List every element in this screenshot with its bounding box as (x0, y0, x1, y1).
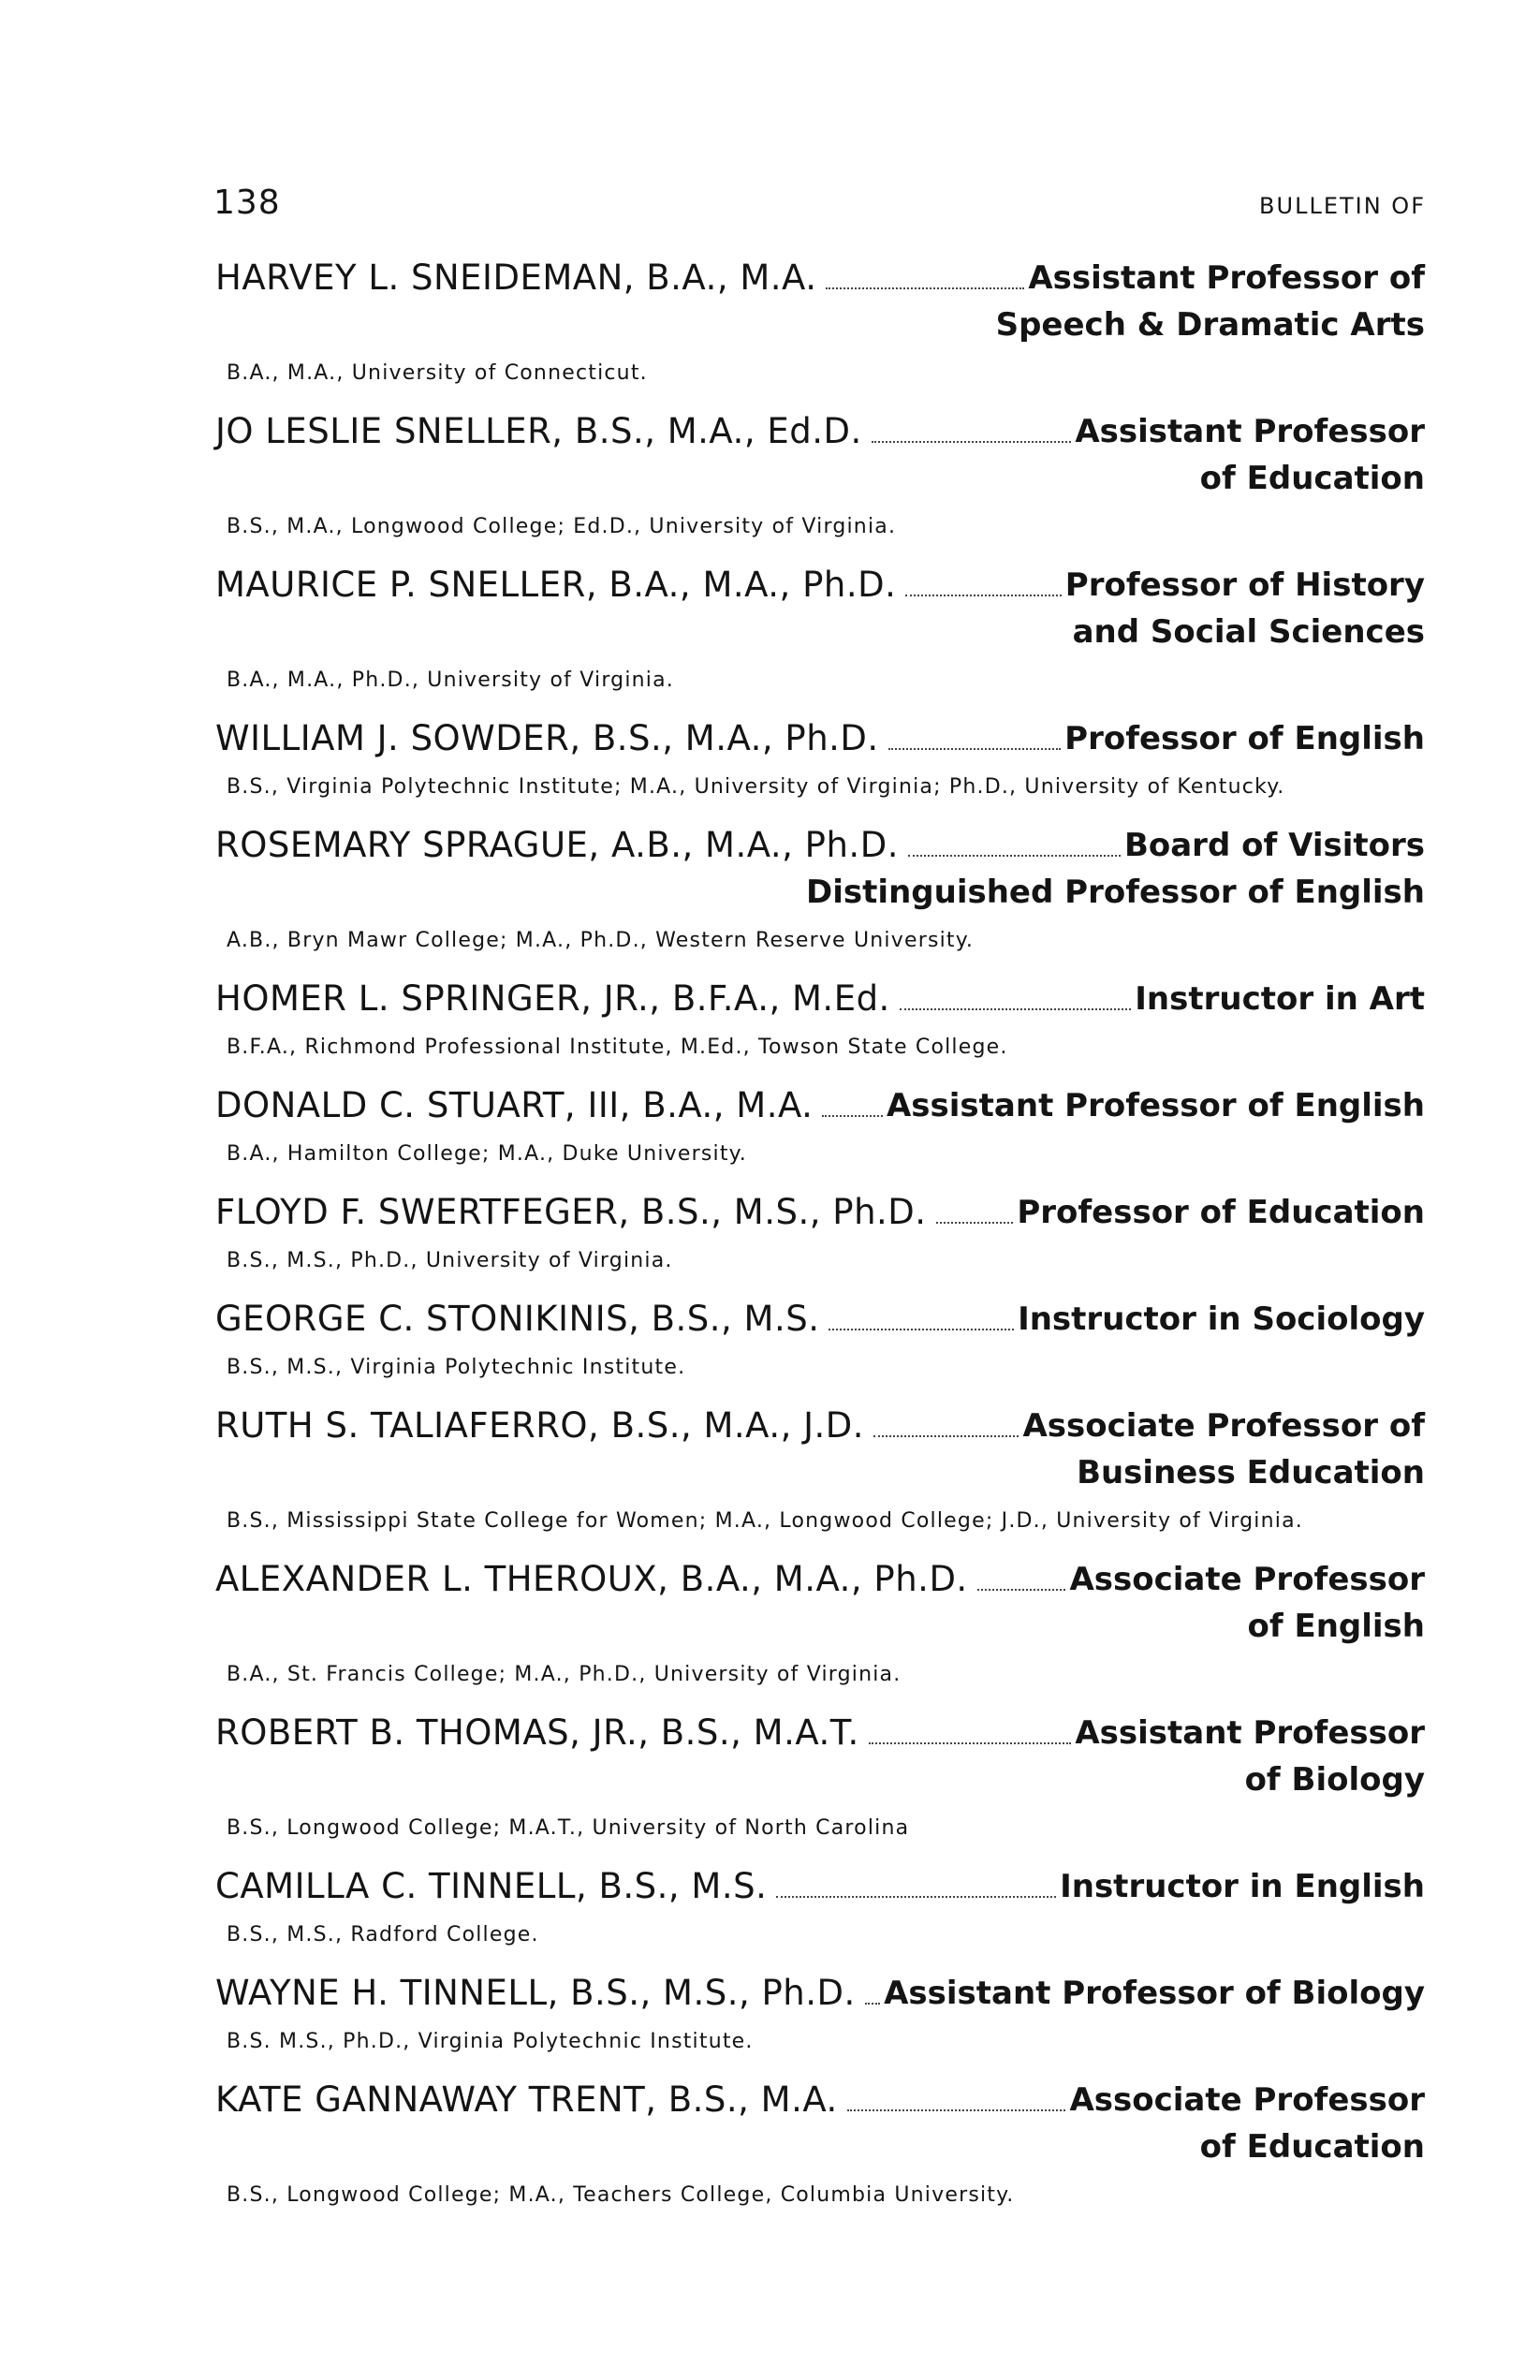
dot-leader (872, 441, 1072, 443)
dot-leader (826, 287, 1024, 289)
dot-leader (776, 1896, 1056, 1898)
faculty-entry (215, 715, 1425, 801)
faculty-entry (215, 1403, 1425, 1535)
faculty-name: CAMILLA C. TINNELL, B.S., M.S. (215, 1866, 768, 1906)
faculty-title-continued: and Social Sciences (1072, 613, 1425, 651)
faculty-title: Assistant Professor (1075, 1714, 1425, 1752)
faculty-title: Board of Visitors (1123, 827, 1425, 864)
faculty-entry (215, 1296, 1425, 1382)
dot-leader (822, 1115, 883, 1117)
faculty-list (215, 255, 1425, 2230)
faculty-title: Assistant Professor of English (886, 1087, 1425, 1124)
faculty-title-continued: of Education (1199, 2128, 1425, 2166)
faculty-degrees: B.F.A., Richmond Professional Institute, M.Ed., Towson State College. (227, 1036, 1008, 1059)
faculty-title: Assistant Professor of (1028, 259, 1425, 297)
faculty-degrees: B.A., M.A., University of Connecticut. (227, 361, 648, 385)
faculty-name: HOMER L. SPRINGER, JR., B.F.A., M.Ed. (215, 978, 890, 1019)
faculty-title-continued: of English (1247, 1608, 1425, 1645)
faculty-entry (215, 255, 1425, 388)
entry-heading-row (215, 1082, 1425, 1129)
faculty-title: Professor of History (1064, 566, 1425, 604)
entry-heading-row (215, 1863, 1425, 1910)
faculty-name: JO LESLIE SNELLER, B.S., M.A., Ed.D. (215, 411, 862, 451)
faculty-entry (215, 1710, 1425, 1843)
faculty-name: DONALD C. STUART, III, B.A., M.A. (215, 1085, 814, 1125)
faculty-title-continued: Distinguished Professor of English (806, 874, 1425, 911)
faculty-degrees: B.S., M.A., Longwood College; Ed.D., University of Virginia. (227, 515, 897, 538)
dot-leader (865, 2003, 880, 2005)
faculty-degrees: B.A., Hamilton College; M.A., Duke University. (227, 1142, 747, 1166)
entry-heading-row (215, 1556, 1425, 1603)
faculty-name: WAYNE H. TINNELL, B.S., M.S., Ph.D. (215, 1973, 856, 2013)
faculty-title: Professor of English (1064, 720, 1425, 757)
faculty-entry (215, 1556, 1425, 1689)
faculty-degrees: B.S., Longwood College; M.A., Teachers College, Columbia University. (227, 2183, 1015, 2207)
dot-leader (869, 1742, 1072, 1744)
entry-heading-row (215, 562, 1425, 609)
faculty-title-continued: Business Education (1077, 1454, 1425, 1491)
faculty-name: HARVEY L. SNEIDEMAN, B.A., M.A. (215, 257, 817, 298)
faculty-degrees: B.A., M.A., Ph.D., University of Virginia. (227, 668, 674, 692)
entry-heading-row (215, 255, 1425, 301)
faculty-entry (215, 822, 1425, 955)
faculty-degrees: A.B., Bryn Mawr College; M.A., Ph.D., Western Reserve University. (227, 929, 975, 952)
faculty-title: Assistant Professor of Biology (884, 1975, 1425, 2012)
faculty-degrees: B.S., M.S., Ph.D., University of Virginia. (227, 1249, 673, 1272)
dot-leader (905, 595, 1061, 596)
faculty-degrees: B.S., M.S., Virginia Polytechnic Institute. (227, 1356, 686, 1379)
faculty-entry (215, 976, 1425, 1062)
dot-leader (936, 1222, 1014, 1224)
dot-leader (908, 855, 1121, 857)
faculty-title: Professor of Education (1017, 1194, 1425, 1231)
faculty-degrees: B.S., Virginia Polytechnic Institute; M.A., University of Virginia; Ph.D., University of Kentucky. (227, 775, 1285, 799)
faculty-title-continued: of Education (1199, 460, 1425, 497)
dot-leader (888, 748, 1061, 750)
page-number: 138 (213, 184, 281, 222)
faculty-title: Associate Professor (1069, 1561, 1425, 1598)
faculty-title: Associate Professor of (1022, 1407, 1425, 1445)
entry-heading-row (215, 1970, 1425, 2017)
faculty-entry (215, 408, 1425, 541)
faculty-entry (215, 562, 1425, 695)
faculty-degrees: B.S., Mississippi State College for Women; M.A., Longwood College; J.D., University of Virginia. (227, 1509, 1303, 1533)
faculty-name: FLOYD F. SWERTFEGER, B.S., M.S., Ph.D. (215, 1192, 927, 1232)
dot-leader (900, 1008, 1131, 1010)
dot-leader (977, 1589, 1066, 1591)
entry-heading-row (215, 822, 1425, 869)
faculty-title-continued: of Biology (1244, 1761, 1425, 1799)
dot-leader (873, 1435, 1019, 1437)
faculty-degrees: B.S., M.S., Radford College. (227, 1923, 539, 1947)
entry-heading-row (215, 1403, 1425, 1449)
entry-heading-row (215, 715, 1425, 762)
entry-heading-row (215, 1189, 1425, 1236)
faculty-entry (215, 2077, 1425, 2210)
entry-heading-row (215, 2077, 1425, 2123)
faculty-title: Instructor in English (1060, 1868, 1425, 1905)
faculty-entry (215, 1189, 1425, 1275)
faculty-name: ALEXANDER L. THEROUX, B.A., M.A., Ph.D. (215, 1559, 968, 1599)
entry-heading-row (215, 1296, 1425, 1343)
faculty-degrees: B.S. M.S., Ph.D., Virginia Polytechnic Institute. (227, 2030, 754, 2053)
entry-heading-row (215, 1710, 1425, 1756)
entry-heading-row (215, 976, 1425, 1022)
faculty-degrees: B.S., Longwood College; M.A.T., University of North Carolina (227, 1816, 910, 1840)
faculty-name: WILLIAM J. SOWDER, B.S., M.A., Ph.D. (215, 718, 879, 758)
faculty-title: Instructor in Sociology (1018, 1300, 1425, 1338)
faculty-name: RUTH S. TALIAFERRO, B.S., M.A., J.D. (215, 1405, 865, 1446)
entry-heading-row (215, 408, 1425, 455)
faculty-entry (215, 1970, 1425, 2056)
dot-leader (847, 2109, 1066, 2111)
faculty-title-continued: Speech & Dramatic Arts (995, 306, 1425, 344)
faculty-entry (215, 1863, 1425, 1949)
faculty-name: ROSEMARY SPRAGUE, A.B., M.A., Ph.D. (215, 825, 899, 865)
faculty-name: ROBERT B. THOMAS, JR., B.S., M.A.T. (215, 1712, 859, 1753)
faculty-title: Associate Professor (1069, 2081, 1425, 2119)
faculty-title: Assistant Professor (1075, 413, 1425, 450)
faculty-name: MAURICE P. SNELLER, B.A., M.A., Ph.D. (215, 565, 897, 605)
dot-leader (829, 1329, 1014, 1330)
faculty-name: GEORGE C. STONIKINIS, B.S., M.S. (215, 1299, 820, 1339)
faculty-degrees: B.A., St. Francis College; M.A., Ph.D., University of Virginia. (227, 1663, 902, 1686)
faculty-title: Instructor in Art (1135, 980, 1425, 1018)
faculty-name: KATE GANNAWAY TRENT, B.S., M.A. (215, 2079, 838, 2120)
faculty-entry (215, 1082, 1425, 1168)
running-head: BULLETIN OF (1259, 193, 1426, 219)
